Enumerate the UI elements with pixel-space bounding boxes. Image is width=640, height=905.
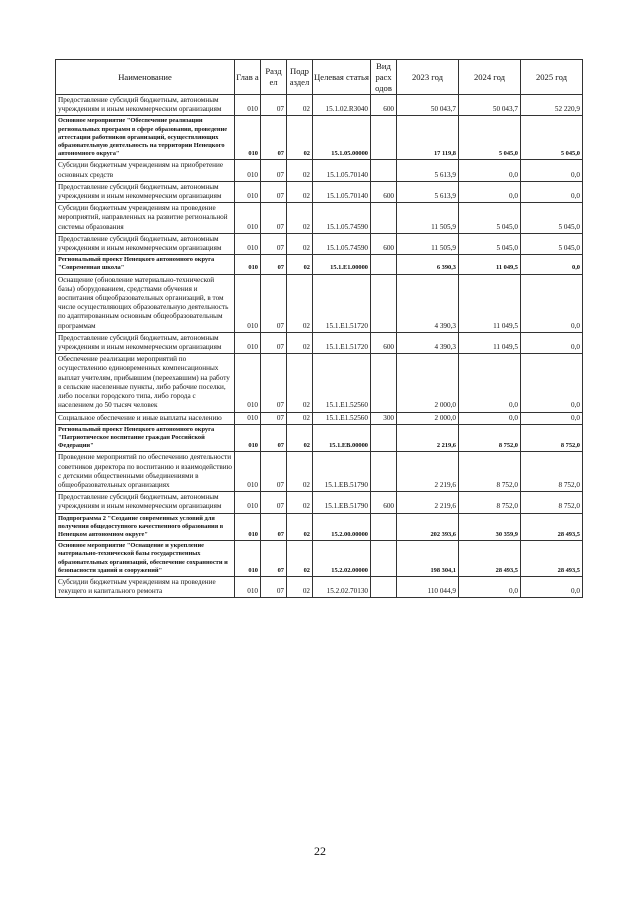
cell-2024: 5 045,0 (459, 116, 521, 160)
cell-glava: 010 (235, 424, 261, 452)
cell-2024: 5 045,0 (459, 203, 521, 234)
cell-2023: 2 219,6 (397, 424, 459, 452)
cell-2025: 5 045,0 (521, 203, 583, 234)
cell-glava: 010 (235, 203, 261, 234)
cell-statya: 15.2.02.00000 (313, 541, 371, 577)
cell-name: Предоставление субсидий бюджетным, автономным учреждениям и иным некоммерческим организациям (56, 233, 235, 254)
cell-vid (371, 576, 397, 597)
cell-vid: 600 (371, 233, 397, 254)
cell-statya: 15.1.05.00000 (313, 116, 371, 160)
cell-2024: 0,0 (459, 576, 521, 597)
cell-2025: 0,0 (521, 160, 583, 181)
cell-name: Обеспечение реализации мероприятий по осуществлению единовременных компенсационных выплат учителям, прибывшим (переехавшим) на работу в сельские населенные пункты, либо рабочие поселки, либо поселки городского типа, либо города с населением до 50 тысяч человек (56, 354, 235, 412)
cell-statya: 15.1.E1.52560 (313, 354, 371, 412)
cell-statya: 15.2.02.70130 (313, 576, 371, 597)
header-vid: Вид расх одов (371, 60, 397, 95)
cell-2023: 2 219,6 (397, 492, 459, 513)
cell-glava: 010 (235, 332, 261, 353)
cell-2023: 5 613,9 (397, 160, 459, 181)
cell-2024: 50 043,7 (459, 95, 521, 116)
table-row (56, 160, 583, 181)
header-glava: Глав а (235, 60, 261, 95)
cell-razdel: 07 (261, 452, 287, 492)
cell-2025: 0,0 (521, 274, 583, 332)
cell-2024: 0,0 (459, 160, 521, 181)
table-row (56, 233, 583, 254)
cell-razdel: 07 (261, 274, 287, 332)
cell-podrazdel: 02 (287, 255, 313, 274)
cell-glava: 010 (235, 95, 261, 116)
cell-statya: 15.1.EB.00000 (313, 424, 371, 452)
budget-table (55, 59, 583, 598)
cell-2024: 11 049,5 (459, 255, 521, 274)
cell-name: Региональный проект Ненецкого автономного округа "Современная школа" (56, 255, 235, 274)
header-name: Наименование (56, 60, 235, 95)
cell-vid (371, 160, 397, 181)
cell-vid (371, 203, 397, 234)
cell-statya: 15.1.05.74590 (313, 233, 371, 254)
cell-razdel: 07 (261, 412, 287, 424)
cell-glava: 010 (235, 541, 261, 577)
table-row (56, 203, 583, 234)
cell-glava: 010 (235, 274, 261, 332)
cell-vid (371, 513, 397, 541)
cell-razdel: 07 (261, 492, 287, 513)
cell-podrazdel: 02 (287, 412, 313, 424)
cell-podrazdel: 02 (287, 332, 313, 353)
cell-statya: 15.2.00.00000 (313, 513, 371, 541)
cell-2024: 8 752,0 (459, 424, 521, 452)
cell-glava: 010 (235, 255, 261, 274)
cell-2023: 6 390,3 (397, 255, 459, 274)
cell-glava: 010 (235, 116, 261, 160)
cell-glava: 010 (235, 513, 261, 541)
cell-name: Субсидии бюджетным учреждениям на проведение текущего и капитального ремонта (56, 576, 235, 597)
table-row (56, 181, 583, 202)
cell-vid (371, 424, 397, 452)
cell-2024: 11 049,5 (459, 274, 521, 332)
cell-2025: 0,0 (521, 332, 583, 353)
cell-2025: 0,0 (521, 255, 583, 274)
cell-name: Субсидии бюджетным учреждениям на проведение мероприятий, направленных на развитие региональной системы образования (56, 203, 235, 234)
cell-2023: 4 390,3 (397, 274, 459, 332)
cell-razdel: 07 (261, 160, 287, 181)
cell-vid: 600 (371, 332, 397, 353)
cell-glava: 010 (235, 576, 261, 597)
cell-vid (371, 116, 397, 160)
header-2024: 2024 год (459, 60, 521, 95)
cell-name: Социальное обеспечение и иные выплаты населению (56, 412, 235, 424)
cell-2025: 28 493,5 (521, 513, 583, 541)
cell-razdel: 07 (261, 513, 287, 541)
cell-2023: 2 219,6 (397, 452, 459, 492)
table-row (56, 412, 583, 424)
cell-vid (371, 255, 397, 274)
cell-razdel: 07 (261, 203, 287, 234)
cell-2025: 28 493,5 (521, 541, 583, 577)
cell-name: Предоставление субсидий бюджетным, автономным учреждениям и иным некоммерческим организациям (56, 95, 235, 116)
cell-2023: 2 000,0 (397, 354, 459, 412)
cell-name: Субсидии бюджетным учреждениям на приобретение основных средств (56, 160, 235, 181)
cell-glava: 010 (235, 181, 261, 202)
cell-statya: 15.1.05.70140 (313, 160, 371, 181)
cell-razdel: 07 (261, 354, 287, 412)
cell-podrazdel: 02 (287, 95, 313, 116)
cell-razdel: 07 (261, 255, 287, 274)
cell-razdel: 07 (261, 424, 287, 452)
cell-2025: 5 045,0 (521, 233, 583, 254)
cell-2024: 8 752,0 (459, 492, 521, 513)
cell-vid: 600 (371, 181, 397, 202)
cell-podrazdel: 02 (287, 160, 313, 181)
cell-2023: 2 000,0 (397, 412, 459, 424)
cell-2025: 0,0 (521, 354, 583, 412)
header-podrazdel: Подр аздел (287, 60, 313, 95)
cell-podrazdel: 02 (287, 354, 313, 412)
cell-2024: 5 045,0 (459, 233, 521, 254)
cell-name: Основное мероприятие "Оснащение и укрепление материально-технической базы государственных образовательных организаций, обеспечение сохранности и безопасности зданий и сооружений" (56, 541, 235, 577)
table-row (56, 576, 583, 597)
cell-podrazdel: 02 (287, 181, 313, 202)
cell-glava: 010 (235, 233, 261, 254)
cell-2023: 11 505,9 (397, 233, 459, 254)
table-row (56, 513, 583, 541)
cell-glava: 010 (235, 160, 261, 181)
cell-name: Предоставление субсидий бюджетным, автономным учреждениям и иным некоммерческим организациям (56, 332, 235, 353)
cell-statya: 15.1.05.74590 (313, 203, 371, 234)
cell-2024: 0,0 (459, 412, 521, 424)
table-row (56, 255, 583, 274)
header-2023: 2023 год (397, 60, 459, 95)
cell-statya: 15.1.EB.51790 (313, 492, 371, 513)
header-razdel: Разд ел (261, 60, 287, 95)
cell-2025: 8 752,0 (521, 424, 583, 452)
cell-2024: 0,0 (459, 181, 521, 202)
cell-name: Основное мероприятие "Обеспечение реализации региональных программ в сфере образования, проведение аттестации работников организаций, осуществляющих образовательную деятельность на территории Ненецкого автономного округа" (56, 116, 235, 160)
cell-2023: 4 390,3 (397, 332, 459, 353)
cell-podrazdel: 02 (287, 452, 313, 492)
table-row (56, 95, 583, 116)
cell-podrazdel: 02 (287, 541, 313, 577)
cell-razdel: 07 (261, 95, 287, 116)
cell-vid (371, 452, 397, 492)
cell-name: Подпрограмма 2 "Создание современных условий для получения общедоступного качественного образования в Ненецком автономном округе" (56, 513, 235, 541)
cell-statya: 15.1.E1.52560 (313, 412, 371, 424)
cell-glava: 010 (235, 492, 261, 513)
cell-name: Предоставление субсидий бюджетным, автономным учреждениям и иным некоммерческим организациям (56, 492, 235, 513)
cell-statya: 15.1.02.R3040 (313, 95, 371, 116)
table-body (56, 95, 583, 598)
cell-vid: 600 (371, 95, 397, 116)
cell-razdel: 07 (261, 576, 287, 597)
cell-2025: 8 752,0 (521, 452, 583, 492)
cell-2023: 50 043,7 (397, 95, 459, 116)
cell-name: Оснащение (обновление материально-технической базы) оборудованием, средствами обучения и воспитания общеобразовательных организаций, в том числе осуществляющих образовательную деятельность по адаптированным основным общеобразовательным программам (56, 274, 235, 332)
table-row (56, 274, 583, 332)
cell-statya: 15.1.E1.51720 (313, 274, 371, 332)
table-row (56, 332, 583, 353)
cell-vid (371, 354, 397, 412)
cell-glava: 010 (235, 412, 261, 424)
cell-statya: 15.1.E1.51720 (313, 332, 371, 353)
cell-2025: 5 045,0 (521, 116, 583, 160)
cell-razdel: 07 (261, 541, 287, 577)
cell-statya: 15.1.05.70140 (313, 181, 371, 202)
cell-glava: 010 (235, 354, 261, 412)
cell-vid: 300 (371, 412, 397, 424)
cell-vid (371, 541, 397, 577)
cell-2023: 110 044,9 (397, 576, 459, 597)
cell-2025: 0,0 (521, 181, 583, 202)
cell-vid (371, 274, 397, 332)
header-2025: 2025 год (521, 60, 583, 95)
cell-razdel: 07 (261, 116, 287, 160)
table-row (56, 354, 583, 412)
cell-razdel: 07 (261, 332, 287, 353)
table-row (56, 541, 583, 577)
cell-2024: 8 752,0 (459, 452, 521, 492)
cell-2023: 11 505,9 (397, 203, 459, 234)
cell-name: Предоставление субсидий бюджетным, автономным учреждениям и иным некоммерческим организациям (56, 181, 235, 202)
cell-2025: 52 220,9 (521, 95, 583, 116)
cell-statya: 15.1.E1.00000 (313, 255, 371, 274)
cell-2024: 0,0 (459, 354, 521, 412)
table-header-row (56, 60, 583, 95)
cell-glava: 010 (235, 452, 261, 492)
cell-2023: 5 613,9 (397, 181, 459, 202)
cell-2023: 202 393,6 (397, 513, 459, 541)
cell-podrazdel: 02 (287, 492, 313, 513)
cell-2023: 17 119,8 (397, 116, 459, 160)
cell-2024: 28 493,5 (459, 541, 521, 577)
cell-2025: 8 752,0 (521, 492, 583, 513)
cell-podrazdel: 02 (287, 424, 313, 452)
cell-podrazdel: 02 (287, 233, 313, 254)
cell-podrazdel: 02 (287, 576, 313, 597)
cell-podrazdel: 02 (287, 513, 313, 541)
table-row (56, 424, 583, 452)
cell-podrazdel: 02 (287, 274, 313, 332)
cell-name: Региональный проект Ненецкого автономного округа "Патриотическое воспитание граждан Российской Федерации" (56, 424, 235, 452)
cell-2025: 0,0 (521, 412, 583, 424)
cell-podrazdel: 02 (287, 116, 313, 160)
table-row (56, 116, 583, 160)
cell-podrazdel: 02 (287, 203, 313, 234)
cell-name: Проведение мероприятий по обеспечению деятельности советников директора по воспитанию и взаимодействию с детскими общественными объединениями в общеобразовательных организациях (56, 452, 235, 492)
cell-2023: 198 304,1 (397, 541, 459, 577)
table-row (56, 492, 583, 513)
cell-vid: 600 (371, 492, 397, 513)
page-number: 22 (314, 844, 326, 858)
cell-2025: 0,0 (521, 576, 583, 597)
cell-razdel: 07 (261, 233, 287, 254)
cell-2024: 30 359,9 (459, 513, 521, 541)
cell-razdel: 07 (261, 181, 287, 202)
header-statya: Целевая статья (313, 60, 371, 95)
cell-2024: 11 049,5 (459, 332, 521, 353)
cell-statya: 15.1.EB.51790 (313, 452, 371, 492)
table-row (56, 452, 583, 492)
